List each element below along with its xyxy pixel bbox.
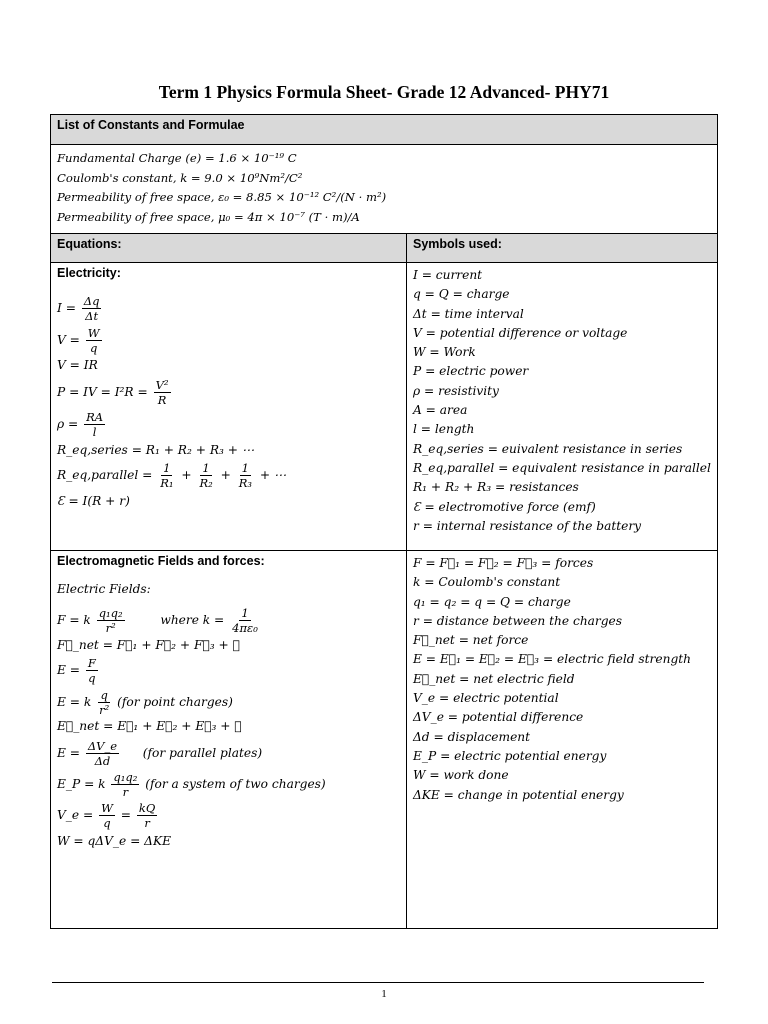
electricity-label: Electricity:: [57, 266, 121, 280]
symbol-item: V_e = electric potential: [413, 691, 559, 706]
equation-voltage: V = $\frac{W}{q}$: [57, 326, 100, 355]
constants-list: [51, 145, 717, 234]
constants-header: List of Constants and Formulae: [51, 115, 717, 145]
em-equations: [51, 551, 407, 928]
electricity-symbols: [407, 263, 717, 550]
em-section: [51, 551, 717, 928]
symbol-item: V = potential difference or voltage: [413, 325, 628, 340]
symbol-item: r = distance between the charges: [413, 613, 623, 628]
constant-item: Permeability of free space, ε₀ = 8.85 × 10⁻¹² C²/(N · m²): [57, 190, 387, 205]
symbol-item: E_P = electric potential energy: [413, 748, 607, 763]
symbol-item: W = Work: [413, 345, 476, 360]
symbol-item: E⃗_net = net electric field: [413, 671, 575, 686]
equation-current: I = $\frac{\Delta q}{\Delta t}$: [57, 294, 100, 323]
electric-fields-label: Electric Fields:: [57, 582, 151, 596]
footer-divider: [52, 982, 704, 983]
page-title: Term 1 Physics Formula Sheet- Grade 12 Advanced- PHY71: [158, 82, 610, 102]
symbol-item: P = electric power: [413, 364, 529, 379]
em-symbols: [407, 551, 717, 928]
symbol-item: ΔKE = change in potential energy: [413, 787, 624, 802]
symbol-item: R_eq,series = euivalent resistance in series: [413, 441, 683, 456]
symbol-item: I = current: [413, 268, 483, 282]
equation-field-point: E = k $\frac{q}{\text{r²}}$ (for point charges): [57, 688, 233, 717]
equation-potential-energy: E_P = k $\frac{\text{q₁q₂}}{r}$ (for a system of two charges): [57, 770, 326, 799]
symbol-item: F⃗_net = net force: [413, 633, 529, 648]
constant-item: Fundamental Charge (e) = 1.6 × 10⁻¹⁹ C: [57, 151, 297, 165]
electricity-equations: [51, 263, 407, 550]
constant-item: Permeability of free space, μ₀ = 4π × 10⁻⁷ (T · m)/A: [57, 209, 360, 224]
equation-emf: Ɛ = I(R + r): [57, 494, 130, 508]
equation-potential: V_e = $\frac{W}{q}$ = $\frac{kQ}{r}$: [57, 801, 156, 830]
symbol-item: Δt = time interval: [413, 306, 524, 321]
symbol-item: ΔV_e = potential difference: [413, 710, 584, 725]
symbol-item: Δd = displacement: [413, 729, 531, 744]
symbol-item: R_eq,parallel = equivalent resistance in parallel: [413, 460, 711, 475]
symbol-item: A = area: [413, 403, 468, 418]
equation-resistivity: ρ = $\frac{RA}{l}$: [57, 410, 104, 439]
constant-item: Coulomb's constant, k = 9.0 × 10⁹Nm²/C²: [57, 170, 303, 185]
equation-coulomb: F = k $\frac{\text{q₁q₂}}{\text{r²}}$ where k = $\frac{1}{\text{4πε₀}}$: [57, 606, 258, 635]
equation-net-field: E⃗_net = E⃗₁ + E⃗₂ + E⃗₃ + ⋯: [57, 719, 242, 733]
symbol-item: q = Q = charge: [413, 287, 510, 302]
symbol-item: Ɛ = electromotive force (emf): [413, 499, 596, 514]
equation-parallel: R_eq,parallel = $\frac{1}{\text{R₁}}$ + $\frac{1}{\text{R₂}}$ + $\frac{1}{\text{R₃}}$ + ⋯: [57, 461, 287, 490]
em-label: Electromagnetic Fields and forces:: [57, 554, 265, 568]
equation-field-plates: E = $\frac{\Delta V\_e}{\Delta d}$ (for parallel plates): [57, 739, 263, 768]
symbol-item: E = E⃗₁ = E⃗₂ = E⃗₃ = electric field strength: [413, 652, 691, 667]
equation-work: W = qΔV_e = ΔKE: [57, 834, 171, 848]
formula-table: [50, 114, 718, 929]
equation-power: P = IV = I²R = $\frac{\text{V²}}{R}$: [57, 378, 169, 407]
symbol-item: r = internal resistance of the battery: [413, 518, 642, 533]
column-headers: [51, 234, 717, 263]
symbol-item: W = work done: [413, 768, 509, 783]
equation-net-force: F⃗_net = F⃗₁ + F⃗₂ + F⃗₃ + ⋯: [57, 638, 240, 652]
symbol-item: F = F⃗₁ = F⃗₂ = F⃗₃ = forces: [413, 556, 594, 570]
page-number: 1: [381, 988, 387, 1000]
equation-ohm: V = IR: [57, 358, 98, 372]
equation-series: R_eq,series = R₁ + R₂ + R₃ + ⋯: [57, 443, 255, 457]
symbol-item: R₁ + R₂ + R₃ = resistances: [413, 480, 579, 495]
electricity-section: [51, 263, 717, 551]
symbol-item: k = Coulomb's constant: [413, 575, 561, 590]
symbol-item: q₁ = q₂ = q = Q = charge: [413, 594, 571, 609]
symbol-item: ρ = resistivity: [413, 383, 499, 398]
equation-field: E = $\frac{F}{q}$: [57, 656, 96, 685]
symbol-item: l = length: [413, 422, 475, 437]
symbols-header: Symbols used:: [413, 237, 502, 251]
equations-header: Equations:: [51, 234, 407, 262]
